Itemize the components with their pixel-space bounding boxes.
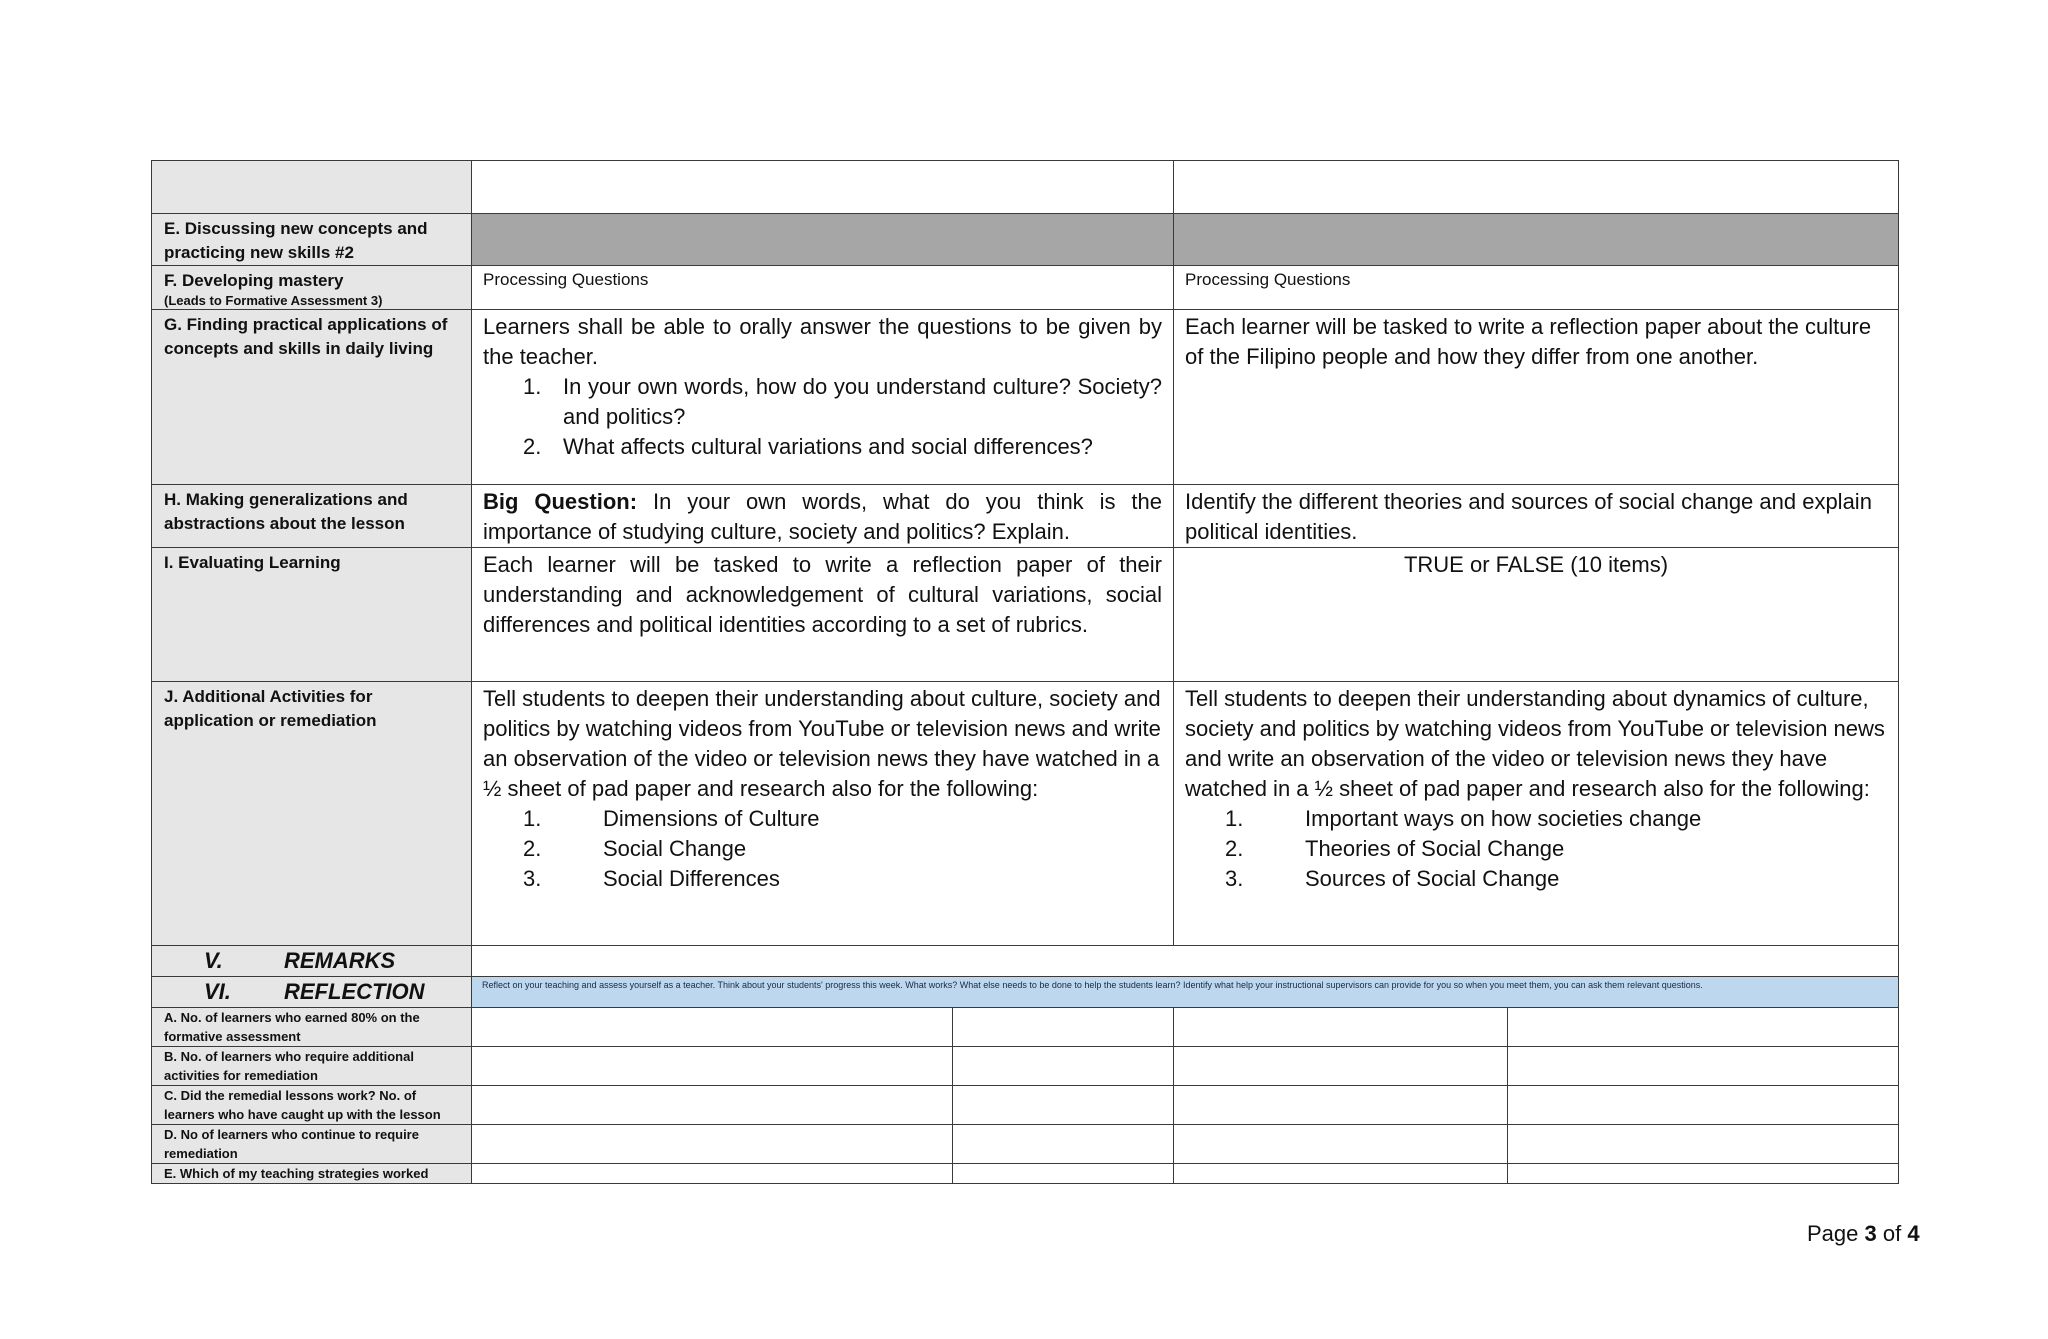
list-text: Social Change — [603, 836, 747, 861]
empty-cell — [953, 1125, 1174, 1164]
row-label: I. Evaluating Learning — [152, 548, 472, 682]
empty-cell — [953, 1164, 1174, 1184]
empty-cell — [1508, 1008, 1899, 1047]
list-number: 1. — [523, 374, 542, 399]
empty-cell — [1174, 1047, 1508, 1086]
empty-cell — [1174, 1125, 1508, 1164]
section-heading — [152, 946, 472, 977]
reflection-row-c — [152, 1086, 1899, 1125]
row-i — [152, 548, 1899, 682]
row-e — [152, 214, 1899, 266]
list-item — [483, 804, 1162, 834]
shaded-cell — [1174, 214, 1899, 266]
row-label: H. Making generalizations and abstractions about the lesson — [152, 485, 472, 548]
empty-cell — [1508, 1164, 1899, 1184]
row-j — [152, 682, 1899, 946]
reflection-label: E. Which of my teaching strategies worked — [152, 1164, 472, 1184]
empty-cell — [1174, 1008, 1508, 1047]
list-item — [483, 372, 1162, 432]
list-text: Theories of Social Change — [1305, 836, 1565, 861]
list-item — [1185, 804, 1887, 834]
row-label-cell — [152, 266, 472, 310]
j-intro-text: Tell students to deepen their understanding about culture, society and politics by watching videos from YouTube or television news and write an observation of the video or television news they have watched in a ½ sheet of pad paper and research also for the following: — [483, 686, 1161, 801]
section-number: V. — [204, 948, 223, 973]
row-h — [152, 485, 1899, 548]
question-list — [483, 372, 1162, 462]
list-item — [483, 432, 1162, 462]
reflection-label: C. Did the remedial lessons work? No. of learners who have caught up with the lesson — [152, 1086, 472, 1125]
page-prefix: Page — [1807, 1221, 1865, 1246]
empty-cell — [472, 1047, 953, 1086]
content-text: TRUE or FALSE (10 items) — [1174, 548, 1899, 682]
big-question-text: In your own words, what do you think is the importance of studying culture, society and politics? Explain. — [483, 489, 1163, 544]
empty-cell — [1508, 1047, 1899, 1086]
list-number: 3. — [1225, 866, 1244, 891]
list-number: 2. — [1225, 836, 1244, 861]
reflection-row — [152, 977, 1899, 1008]
reflection-note: Reflect on your teaching and assess yourself as a teacher. Think about your students' progress this week. What works? What else needs to be done to help the students learn? Identify what help your instructional supervisors can provide for you so when you meet them, you can ask them relevant questions. — [472, 977, 1899, 1008]
content-text: Each learner will be tasked to write a reflection paper about the culture of the Filipino people and how they differ from one another. — [1174, 310, 1899, 485]
row-sublabel: (Leads to Formative Assessment 3) — [164, 293, 383, 308]
topic-list — [483, 804, 1162, 894]
blank-cell — [1174, 161, 1899, 214]
page-current: 3 — [1864, 1221, 1877, 1246]
list-text: What affects cultural variations and social differences? — [563, 434, 1093, 459]
processing-questions-text: Processing Questions — [1174, 266, 1899, 310]
list-text: Social Differences — [603, 866, 780, 891]
row-label: F. Developing mastery — [164, 271, 344, 290]
content-text: Each learner will be tasked to write a reflection paper of their understanding and acknowledgement of cultural variations, social differences and political identities according to a set of rubrics. — [472, 548, 1174, 682]
empty-cell — [472, 1125, 953, 1164]
list-number: 2. — [523, 434, 542, 459]
content-cell — [1174, 682, 1899, 946]
list-text: Important ways on how societies change — [1305, 806, 1702, 831]
section-title: REMARKS — [284, 948, 396, 973]
list-item — [1185, 834, 1887, 864]
list-item — [483, 834, 1162, 864]
empty-cell — [472, 1086, 953, 1125]
empty-cell — [1508, 1125, 1899, 1164]
list-text: Dimensions of Culture — [603, 806, 820, 831]
page-total: 4 — [1907, 1221, 1920, 1246]
page-middle: of — [1876, 1221, 1908, 1246]
list-text: In your own words, how do you understand culture? Society? and politics? — [563, 374, 1162, 429]
reflection-label: A. No. of learners who earned 80% on the formative assessment — [152, 1008, 472, 1047]
j-intro-text: Tell students to deepen their understanding about dynamics of culture, society and politics by watching videos from YouTube or television news and write an observation of the video or television news they have watched in a ½ sheet of pad paper and research also for the following: — [1185, 686, 1885, 801]
reflection-row-b — [152, 1047, 1899, 1086]
empty-cell — [953, 1047, 1174, 1086]
row-label: G. Finding practical applications of concepts and skills in daily living — [152, 310, 472, 485]
list-item — [1185, 864, 1887, 894]
empty-cell — [1174, 1164, 1508, 1184]
content-cell — [472, 310, 1174, 485]
section-number: VI. — [204, 979, 231, 1004]
row-f — [152, 266, 1899, 310]
empty-cell — [953, 1008, 1174, 1047]
remarks-cell — [472, 946, 1899, 977]
processing-questions-text: Processing Questions — [472, 266, 1174, 310]
reflection-row-e — [152, 1164, 1899, 1184]
section-title: REFLECTION — [284, 979, 425, 1004]
list-number: 2. — [523, 836, 542, 861]
empty-cell — [472, 1164, 953, 1184]
list-number: 1. — [1225, 806, 1244, 831]
big-question-label: Big Question: — [483, 489, 638, 514]
row-label: J. Additional Activities for application or remediation — [152, 682, 472, 946]
page-number — [1807, 1221, 1920, 1247]
reflection-label: D. No of learners who continue to require remediation — [152, 1125, 472, 1164]
empty-cell — [953, 1086, 1174, 1125]
reflection-row-d — [152, 1125, 1899, 1164]
content-cell — [472, 485, 1174, 548]
reflection-row-a — [152, 1008, 1899, 1047]
row-g — [152, 310, 1899, 485]
list-item — [483, 864, 1162, 894]
shaded-cell — [472, 214, 1174, 266]
section-heading — [152, 977, 472, 1008]
list-number: 1. — [523, 806, 542, 831]
content-cell — [472, 682, 1174, 946]
empty-cell — [472, 1008, 953, 1047]
list-text: Sources of Social Change — [1305, 866, 1560, 891]
blank-label-cell — [152, 161, 472, 214]
blank-cell — [472, 161, 1174, 214]
lesson-plan-table — [151, 160, 1899, 1184]
list-number: 3. — [523, 866, 542, 891]
reflection-label: B. No. of learners who require additional activities for remediation — [152, 1047, 472, 1086]
row-label: E. Discussing new concepts and practicing new skills #2 — [152, 214, 472, 266]
empty-cell — [1508, 1086, 1899, 1125]
content-text: Identify the different theories and sources of social change and explain political identities. — [1174, 485, 1899, 548]
g-intro-text: Learners shall be able to orally answer the questions to be given by the teacher. — [483, 314, 1162, 369]
remarks-row — [152, 946, 1899, 977]
empty-cell — [1174, 1086, 1508, 1125]
blank-row — [152, 161, 1899, 214]
topic-list — [1185, 804, 1887, 894]
